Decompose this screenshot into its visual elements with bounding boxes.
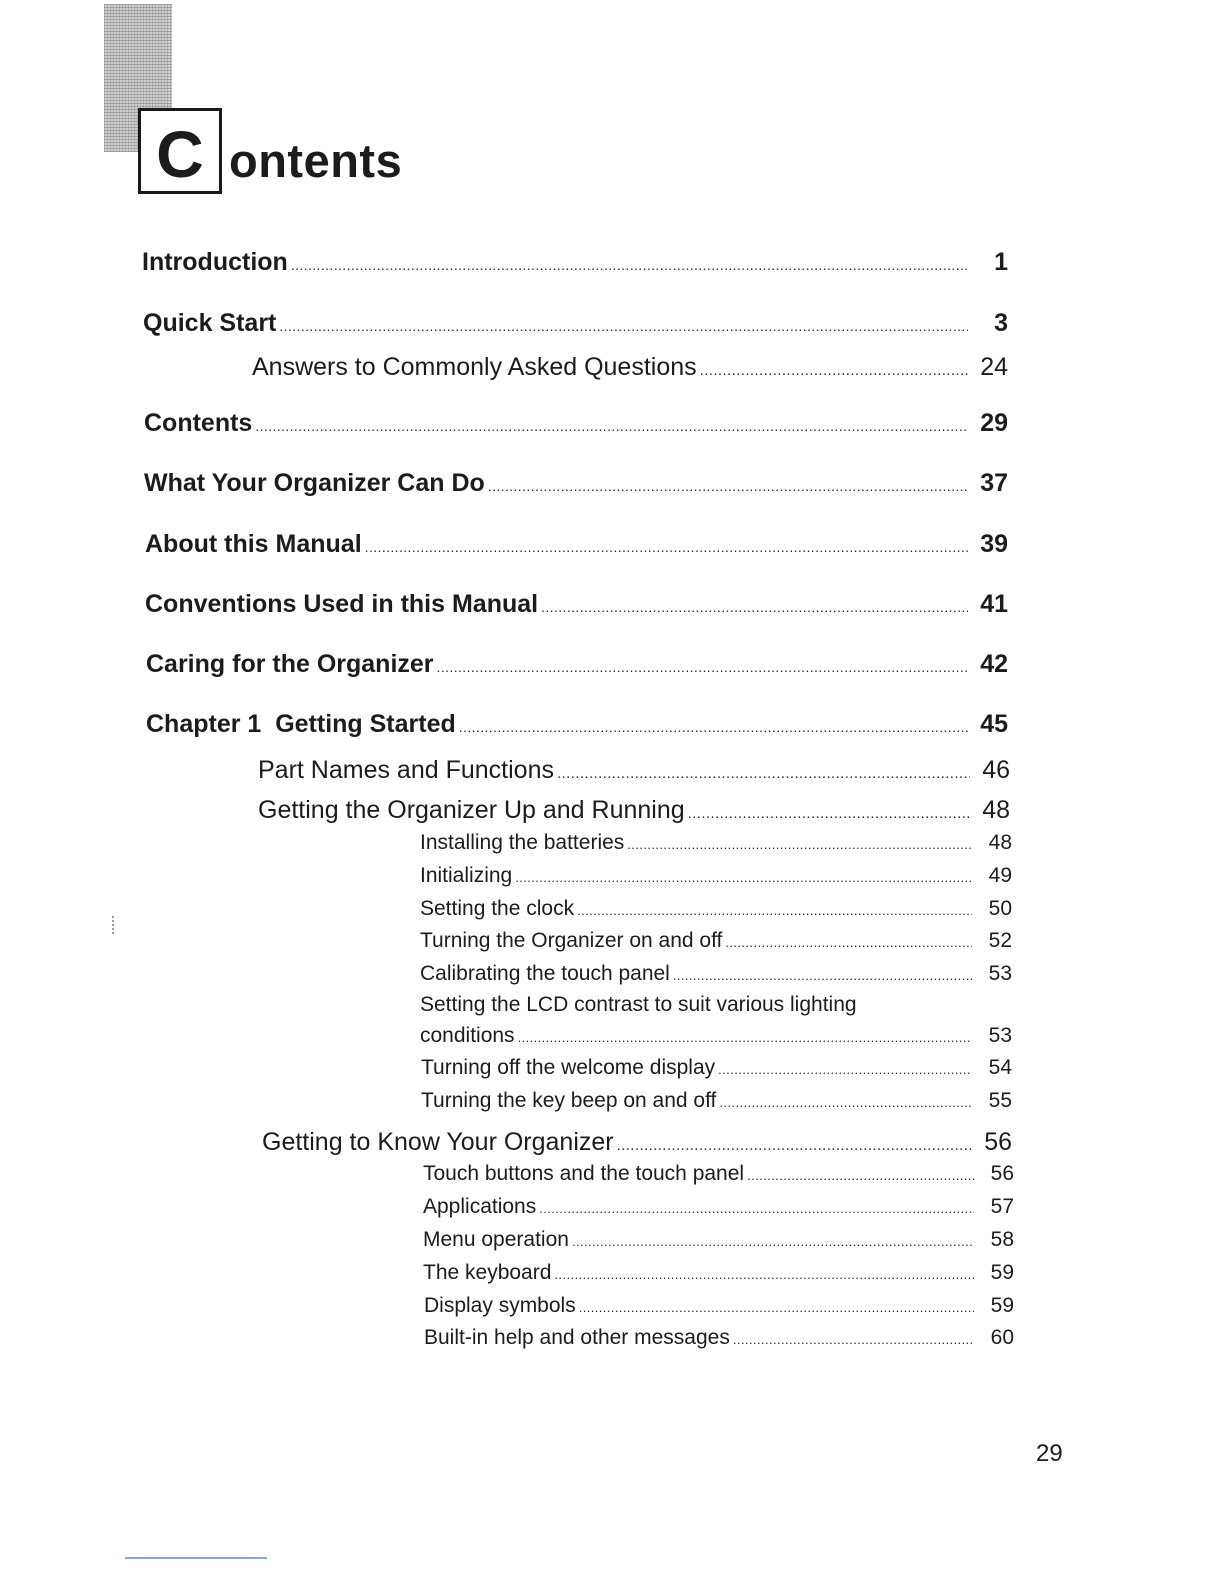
toc-entry-label: Introduction xyxy=(142,248,288,276)
toc-entry-page: 48 xyxy=(988,831,1012,854)
toc-entry-page: 48 xyxy=(982,796,1010,824)
toc-entry-conventions xyxy=(145,590,1008,619)
toc-entry-menu-operation xyxy=(423,1228,1014,1252)
dot-leader xyxy=(255,418,968,434)
dot-leader xyxy=(725,935,972,950)
toc-entry-contents xyxy=(144,409,1008,438)
toc-entry-part-names xyxy=(258,756,1010,785)
dot-leader xyxy=(673,968,972,983)
dot-leader xyxy=(541,599,968,615)
dot-leader xyxy=(617,1137,972,1154)
toc-entry-label: Applications xyxy=(423,1195,537,1218)
toc-entry-label: Answers to Commonly Asked Questions xyxy=(252,353,697,381)
toc-entry-page: 49 xyxy=(988,864,1012,887)
dot-leader xyxy=(718,1062,972,1077)
toc-entry-quick-start xyxy=(143,309,1008,338)
toc-entry-initializing xyxy=(420,864,1012,888)
dot-leader xyxy=(488,478,968,494)
toc-entry-label: Contents xyxy=(144,409,253,437)
dot-leader xyxy=(365,539,968,555)
toc-entry-label: Turning off the welcome display xyxy=(421,1056,716,1079)
toc-entry-page: 1 xyxy=(994,248,1008,276)
toc-entry-page: 45 xyxy=(980,710,1008,738)
toc-entry-label: Menu operation xyxy=(423,1228,569,1251)
scan-edge-mark xyxy=(112,916,116,934)
toc-entry-label: What Your Organizer Can Do xyxy=(144,469,485,497)
toc-entry-chapter-1 xyxy=(146,710,1008,739)
toc-entry-page: 37 xyxy=(980,469,1008,497)
toc-entry-lcd-contrast-line1: Setting the LCD contrast to suit various lighting xyxy=(420,993,857,1016)
toc-entry-calibrating xyxy=(420,962,1012,986)
toc-entry-label: Getting to Know Your Organizer xyxy=(262,1128,614,1156)
toc-entry-welcome-display xyxy=(421,1056,1012,1080)
toc-entry-label: Calibrating the touch panel xyxy=(420,962,670,985)
toc-entry-label: Caring for the Organizer xyxy=(146,650,434,678)
toc-entry-page: 3 xyxy=(994,309,1008,337)
toc-entry-page: 59 xyxy=(990,1294,1014,1317)
dot-leader xyxy=(515,870,972,885)
toc-entry-page: 56 xyxy=(984,1128,1012,1156)
toc-entry-label: The keyboard xyxy=(423,1261,552,1284)
dot-leader xyxy=(572,1234,974,1249)
toc-entry-getting-to-know xyxy=(262,1128,1012,1157)
toc-entry-label: Touch buttons and the touch panel xyxy=(423,1162,745,1185)
page-number: 29 xyxy=(1036,1440,1063,1467)
toc-entry-label: Chapter 1 Getting Started xyxy=(146,710,456,738)
toc-entry-display-symbols xyxy=(424,1294,1014,1318)
toc-entry-label: Setting the clock xyxy=(420,897,575,920)
toc-entry-page: 53 xyxy=(988,1024,1012,1047)
toc-entry-page: 53 xyxy=(988,962,1012,985)
toc-entry-key-beep xyxy=(421,1089,1012,1113)
toc-entry-page: 39 xyxy=(980,530,1008,558)
toc-entry-label: Installing the batteries xyxy=(420,831,625,854)
toc-entry-caring xyxy=(146,650,1008,679)
dot-leader xyxy=(579,1300,974,1315)
dot-leader xyxy=(437,659,968,675)
toc-entry-page: 56 xyxy=(990,1162,1014,1185)
dot-leader xyxy=(700,362,968,379)
toc-entry-label: Part Names and Functions xyxy=(258,756,554,784)
toc-entry-label: Turning the key beep on and off xyxy=(421,1089,717,1112)
toc-entry-page: 55 xyxy=(988,1089,1012,1112)
toc-entry-turning-on-off xyxy=(420,929,1012,953)
dot-leader xyxy=(747,1168,974,1183)
toc-entry-label: Getting the Organizer Up and Running xyxy=(258,796,685,824)
toc-entry-label: conditions xyxy=(420,1024,515,1047)
toc-entry-getting-up-and-running xyxy=(258,796,1010,825)
toc-entry-page: 24 xyxy=(980,353,1008,381)
toc-entry-about-this-manual xyxy=(145,530,1008,559)
toc-entry-page: 29 xyxy=(980,409,1008,437)
toc-entry-page: 52 xyxy=(988,929,1012,952)
dot-leader xyxy=(539,1201,974,1216)
dot-leader xyxy=(577,903,972,918)
toc-entry-page: 46 xyxy=(982,756,1010,784)
toc-entry-lcd-contrast-line2 xyxy=(420,1024,1012,1048)
toc-entry-page: 57 xyxy=(990,1195,1014,1218)
toc-entry-label: About this Manual xyxy=(145,530,362,558)
toc-entry-page: 41 xyxy=(980,590,1008,618)
toc-entry-built-in-help xyxy=(424,1326,1014,1350)
toc-entry-label: Display symbols xyxy=(424,1294,576,1317)
toc-entry-page: 50 xyxy=(988,897,1012,920)
toc-entry-page: 59 xyxy=(990,1261,1014,1284)
toc-entry-touch-buttons xyxy=(423,1162,1014,1186)
bottom-rule xyxy=(125,1557,267,1559)
page-title: ontents xyxy=(229,134,403,187)
dot-leader xyxy=(518,1030,972,1045)
toc-entry-page: 42 xyxy=(980,650,1008,678)
dot-leader xyxy=(719,1095,972,1110)
toc-entry-page: 54 xyxy=(988,1056,1012,1079)
title-initial: C xyxy=(156,117,204,191)
toc-entry-setting-clock xyxy=(420,897,1012,921)
toc-entry-label: Built-in help and other messages xyxy=(424,1326,730,1349)
dot-leader xyxy=(733,1332,974,1347)
toc-entry-what-your-organizer-can-do xyxy=(144,469,1008,498)
toc-entry-introduction xyxy=(142,248,1008,277)
toc-entry-label: Turning the Organizer on and off xyxy=(420,929,723,952)
dot-leader xyxy=(627,837,972,852)
toc-entry-page: 58 xyxy=(990,1228,1014,1251)
toc-entry-installing-batteries xyxy=(420,831,1012,855)
dot-leader xyxy=(291,257,968,273)
toc-entry-label: Initializing xyxy=(420,864,513,887)
dot-leader xyxy=(688,805,970,822)
toc-entry-page: 60 xyxy=(990,1326,1014,1349)
dot-leader xyxy=(459,719,968,735)
dot-leader xyxy=(557,765,970,782)
dot-leader xyxy=(554,1267,974,1282)
toc-entry-keyboard xyxy=(423,1261,1014,1285)
toc-entry-applications xyxy=(423,1195,1014,1219)
toc-entry-label: Conventions Used in this Manual xyxy=(145,590,539,618)
dot-leader xyxy=(279,318,968,334)
toc-entry-label: Quick Start xyxy=(143,309,277,337)
toc-entry-answers xyxy=(252,353,1008,382)
